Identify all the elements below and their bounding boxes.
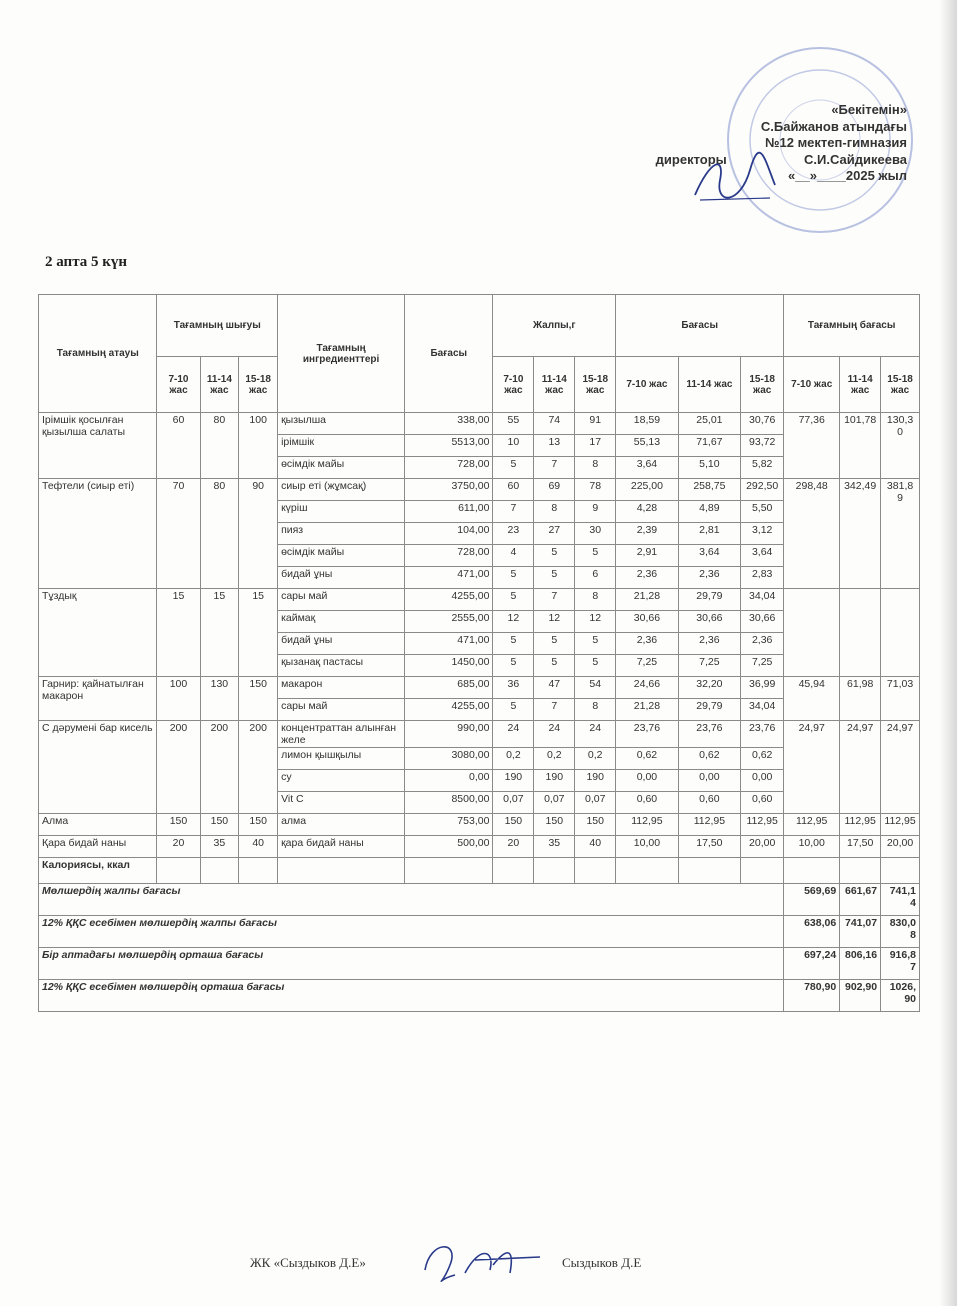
ingredient-grams: 0,07	[493, 792, 534, 814]
dish-price: 112,95	[881, 814, 920, 836]
ingredient-cost: 2,39	[616, 523, 678, 545]
ingredient-grams: 5	[493, 589, 534, 611]
ingredient-name: күріш	[278, 501, 405, 523]
table-row	[39, 413, 920, 435]
summary-value: 1026,90	[881, 980, 920, 1012]
header-age-age2: 11-14 жас	[200, 357, 239, 413]
header-age-age3: 15-18 жас	[741, 357, 784, 413]
dish-yield: 15	[200, 589, 239, 677]
ingredient-price: 500,00	[405, 836, 493, 858]
ingredient-price: 753,00	[405, 814, 493, 836]
dish-price: 101,78	[840, 413, 881, 479]
ingredient-grams: 0,07	[534, 792, 575, 814]
ingredient-grams: 60	[493, 479, 534, 501]
table-row	[39, 836, 920, 858]
ingredient-name: су	[278, 770, 405, 792]
ingredient-price: 3080,00	[405, 748, 493, 770]
dish-name: Гарнир: қайнатылған макарон	[39, 677, 157, 721]
ingredient-price: 728,00	[405, 457, 493, 479]
dish-yield: 200	[157, 721, 200, 814]
ingredient-grams: 5	[534, 567, 575, 589]
ingredient-grams: 0,07	[575, 792, 616, 814]
ingredient-cost: 5,10	[678, 457, 740, 479]
ingredient-grams: 150	[575, 814, 616, 836]
summary-row	[39, 948, 920, 980]
ingredient-name: өсімдік майы	[278, 545, 405, 567]
dish-price: 342,49	[840, 479, 881, 589]
dish-yield: 150	[239, 814, 278, 836]
ingredient-price: 104,00	[405, 523, 493, 545]
dish-yield: 70	[157, 479, 200, 589]
ingredient-cost: 71,67	[678, 435, 740, 457]
dish-yield: 150	[200, 814, 239, 836]
ingredient-grams: 7	[534, 699, 575, 721]
dish-yield: 150	[157, 814, 200, 836]
empty-cell	[493, 858, 534, 884]
dish-name: Алма	[39, 814, 157, 836]
header-age-age3: 15-18 жас	[575, 357, 616, 413]
empty-cell	[678, 858, 740, 884]
week-day-title: 2 апта 5 күн	[45, 254, 128, 270]
dish-yield: 200	[200, 721, 239, 814]
table-row	[39, 721, 920, 748]
header-dish-name: Тағамның атауы	[39, 295, 157, 413]
dish-price: 71,03	[881, 677, 920, 721]
calories-label: Калориясы, ккал	[39, 858, 157, 884]
ingredient-cost: 30,66	[678, 611, 740, 633]
dish-price: 298,48	[784, 479, 840, 589]
ingredient-grams: 0,2	[493, 748, 534, 770]
dish-yield: 35	[200, 836, 239, 858]
header-age-age3: 15-18 жас	[881, 357, 920, 413]
ingredient-cost: 112,95	[741, 814, 784, 836]
ingredient-price: 5513,00	[405, 435, 493, 457]
ingredient-grams: 54	[575, 677, 616, 699]
ingredient-cost: 10,00	[616, 836, 678, 858]
ingredient-grams: 24	[493, 721, 534, 748]
ingredient-cost: 0,62	[678, 748, 740, 770]
table-row	[39, 814, 920, 836]
ingredient-grams: 24	[534, 721, 575, 748]
header-age-age1: 7-10 жас	[616, 357, 678, 413]
ingredient-grams: 8	[534, 501, 575, 523]
ingredient-price: 471,00	[405, 567, 493, 589]
empty-cell	[200, 858, 239, 884]
dish-name: Қара бидай наны	[39, 836, 157, 858]
ingredient-grams: 6	[575, 567, 616, 589]
ingredient-cost: 18,59	[616, 413, 678, 435]
summary-value: 569,69	[784, 884, 840, 916]
dish-yield: 15	[157, 589, 200, 677]
empty-cell	[741, 858, 784, 884]
empty-cell	[616, 858, 678, 884]
ingredient-cost: 112,95	[616, 814, 678, 836]
ingredient-price: 471,00	[405, 633, 493, 655]
header-age-age2: 11-14 жас	[678, 357, 740, 413]
header-price2: Бағасы	[616, 295, 784, 357]
summary-label: 12% ҚҚС есебімен мөлшердің орташа бағасы	[39, 980, 784, 1012]
ingredient-grams: 20	[493, 836, 534, 858]
page-edge-shadow	[939, 0, 957, 1306]
dish-yield: 100	[239, 413, 278, 479]
ingredient-grams: 74	[534, 413, 575, 435]
ingredient-cost: 0,62	[741, 748, 784, 770]
ingredient-name: ірімшік	[278, 435, 405, 457]
ingredient-price: 611,00	[405, 501, 493, 523]
footer-signer: Сыздыков Д.Е	[562, 1255, 642, 1270]
ingredient-grams: 13	[534, 435, 575, 457]
ingredient-cost: 4,28	[616, 501, 678, 523]
table-row	[39, 858, 920, 884]
ingredient-cost: 30,76	[741, 413, 784, 435]
ingredient-cost: 2,36	[678, 567, 740, 589]
ingredient-name: макарон	[278, 677, 405, 699]
ingredient-cost: 0,00	[741, 770, 784, 792]
ingredient-grams: 4	[493, 545, 534, 567]
ingredient-name: бидай ұны	[278, 567, 405, 589]
ingredient-name: сары май	[278, 699, 405, 721]
table-row	[39, 479, 920, 501]
header-total-g: Жалпы,г	[493, 295, 616, 357]
ingredient-grams: 7	[534, 589, 575, 611]
summary-value: 741,07	[840, 916, 881, 948]
ingredient-grams: 5	[575, 545, 616, 567]
empty-cell	[784, 858, 840, 884]
ingredient-cost: 0,60	[616, 792, 678, 814]
dish-yield: 80	[200, 479, 239, 589]
ingredient-grams: 55	[493, 413, 534, 435]
ingredient-grams: 12	[575, 611, 616, 633]
dish-price: 24,97	[784, 721, 840, 814]
header-ingredients: Тағамның ингредиенттері	[278, 295, 405, 413]
summary-value: 916,87	[881, 948, 920, 980]
ingredient-cost: 5,82	[741, 457, 784, 479]
ingredient-name: өсімдік майы	[278, 457, 405, 479]
ingredient-cost: 7,25	[616, 655, 678, 677]
ingredient-price: 1450,00	[405, 655, 493, 677]
header-age-age2: 11-14 жас	[840, 357, 881, 413]
ingredient-name: сары май	[278, 589, 405, 611]
ingredient-grams: 0,2	[534, 748, 575, 770]
dish-yield: 90	[239, 479, 278, 589]
dish-name: Тұздық	[39, 589, 157, 677]
ingredient-cost: 36,99	[741, 677, 784, 699]
ingredient-price: 4255,00	[405, 699, 493, 721]
ingredient-cost: 34,04	[741, 589, 784, 611]
ingredient-cost: 3,12	[741, 523, 784, 545]
ingredient-cost: 20,00	[741, 836, 784, 858]
ingredient-grams: 36	[493, 677, 534, 699]
dish-price: 17,50	[840, 836, 881, 858]
ingredient-cost: 29,79	[678, 589, 740, 611]
director-signature	[690, 150, 780, 210]
ingredient-grams: 5	[534, 655, 575, 677]
ingredient-cost: 25,01	[678, 413, 740, 435]
approval-school-line2: №12 мектеп-гимназия	[765, 135, 907, 150]
ingredient-cost: 30,66	[741, 611, 784, 633]
ingredient-cost: 17,50	[678, 836, 740, 858]
ingredient-grams: 150	[493, 814, 534, 836]
ingredient-grams: 17	[575, 435, 616, 457]
dish-price	[784, 589, 840, 677]
summary-value: 806,16	[840, 948, 881, 980]
approval-date: «__»____2025 жыл	[788, 168, 907, 183]
header-age-age1: 7-10 жас	[493, 357, 534, 413]
dish-yield: 60	[157, 413, 200, 479]
dish-yield: 20	[157, 836, 200, 858]
ingredient-grams: 7	[534, 457, 575, 479]
ingredient-grams: 5	[534, 633, 575, 655]
ingredient-name: қызылша	[278, 413, 405, 435]
ingredient-grams: 27	[534, 523, 575, 545]
ingredient-cost: 112,95	[678, 814, 740, 836]
ingredient-cost: 292,50	[741, 479, 784, 501]
ingredient-price: 8500,00	[405, 792, 493, 814]
ingredient-cost: 4,89	[678, 501, 740, 523]
ingredient-price: 685,00	[405, 677, 493, 699]
summary-value: 741,14	[881, 884, 920, 916]
summary-value: 638,06	[784, 916, 840, 948]
dish-price: 381,89	[881, 479, 920, 589]
dish-price: 24,97	[881, 721, 920, 814]
ingredient-grams: 0,2	[575, 748, 616, 770]
ingredient-cost: 2,81	[678, 523, 740, 545]
ingredient-grams: 5	[493, 699, 534, 721]
ingredient-cost: 225,00	[616, 479, 678, 501]
ingredient-cost: 2,36	[616, 567, 678, 589]
ingredient-grams: 5	[493, 655, 534, 677]
ingredient-cost: 3,64	[678, 545, 740, 567]
empty-cell	[157, 858, 200, 884]
ingredient-cost: 29,79	[678, 699, 740, 721]
dish-yield: 130	[200, 677, 239, 721]
ingredient-grams: 5	[493, 633, 534, 655]
summary-label: Бір аптадағы мөлшердің орташа бағасы	[39, 948, 784, 980]
dish-price: 130,30	[881, 413, 920, 479]
dish-yield: 200	[239, 721, 278, 814]
ingredient-cost: 258,75	[678, 479, 740, 501]
ingredient-cost: 2,36	[616, 633, 678, 655]
ingredient-cost: 7,25	[741, 655, 784, 677]
ingredient-grams: 190	[493, 770, 534, 792]
dish-name: Тефтели (сиыр еті)	[39, 479, 157, 589]
ingredient-grams: 150	[534, 814, 575, 836]
ingredient-cost: 21,28	[616, 589, 678, 611]
approval-title: «Бекітемін»	[831, 102, 907, 117]
summary-row	[39, 916, 920, 948]
ingredient-grams: 9	[575, 501, 616, 523]
dish-yield: 150	[239, 677, 278, 721]
ingredient-grams: 8	[575, 457, 616, 479]
dish-yield: 100	[157, 677, 200, 721]
dish-price	[881, 589, 920, 677]
summary-label: Мөлшердің жалпы бағасы	[39, 884, 784, 916]
ingredient-grams: 12	[534, 611, 575, 633]
ingredient-grams: 5	[575, 633, 616, 655]
ingredient-grams: 8	[575, 589, 616, 611]
ingredient-grams: 40	[575, 836, 616, 858]
ingredient-grams: 91	[575, 413, 616, 435]
ingredient-grams: 5	[493, 457, 534, 479]
ingredient-name: қара бидай наны	[278, 836, 405, 858]
empty-cell	[405, 858, 493, 884]
ingredient-name: пияз	[278, 523, 405, 545]
header-age-age1: 7-10 жас	[784, 357, 840, 413]
ingredient-grams: 30	[575, 523, 616, 545]
ingredient-name: лимон қышқылы	[278, 748, 405, 770]
ingredient-grams: 190	[534, 770, 575, 792]
ingredient-grams: 10	[493, 435, 534, 457]
header-dish-price: Тағамның бағасы	[784, 295, 920, 357]
ingredient-cost: 21,28	[616, 699, 678, 721]
dish-price: 61,98	[840, 677, 881, 721]
ingredient-price: 990,00	[405, 721, 493, 748]
ingredient-cost: 2,36	[741, 633, 784, 655]
summary-value: 661,67	[840, 884, 881, 916]
ingredient-cost: 3,64	[616, 457, 678, 479]
dish-price: 77,36	[784, 413, 840, 479]
ingredient-cost: 2,91	[616, 545, 678, 567]
ingredient-cost: 30,66	[616, 611, 678, 633]
ingredient-grams: 23	[493, 523, 534, 545]
summary-value: 697,24	[784, 948, 840, 980]
approval-position: директоры	[655, 151, 727, 167]
ingredient-price: 728,00	[405, 545, 493, 567]
ingredient-cost: 2,83	[741, 567, 784, 589]
ingredient-name: бидай ұны	[278, 633, 405, 655]
summary-value: 780,90	[784, 980, 840, 1012]
ingredient-cost: 55,13	[616, 435, 678, 457]
dish-price: 45,94	[784, 677, 840, 721]
empty-cell	[575, 858, 616, 884]
dish-price: 20,00	[881, 836, 920, 858]
ingredient-grams: 5	[575, 655, 616, 677]
table-row	[39, 677, 920, 699]
footer-supplier: ЖК «Сыздыков Д.Е»	[250, 1255, 366, 1270]
ingredient-cost: 3,64	[741, 545, 784, 567]
ingredient-cost: 7,25	[678, 655, 740, 677]
ingredient-cost: 23,76	[616, 721, 678, 748]
header-age-age2: 11-14 жас	[534, 357, 575, 413]
summary-value: 830,08	[881, 916, 920, 948]
dish-price: 24,97	[840, 721, 881, 814]
ingredient-grams: 5	[493, 567, 534, 589]
dish-price: 112,95	[784, 814, 840, 836]
dish-name: Ірімшік қосылған қызылша салаты	[39, 413, 157, 479]
ingredient-price: 0,00	[405, 770, 493, 792]
header-price: Бағасы	[405, 295, 493, 413]
dish-yield: 40	[239, 836, 278, 858]
ingredient-name: каймақ	[278, 611, 405, 633]
ingredient-grams: 78	[575, 479, 616, 501]
empty-cell	[881, 858, 920, 884]
ingredient-grams: 69	[534, 479, 575, 501]
dish-name: С дәрумені бар кисель	[39, 721, 157, 814]
ingredient-cost: 32,20	[678, 677, 740, 699]
summary-label: 12% ҚҚС есебімен мөлшердің жалпы бағасы	[39, 916, 784, 948]
dish-price: 112,95	[840, 814, 881, 836]
ingredient-cost: 93,72	[741, 435, 784, 457]
header-age-age1: 7-10 жас	[157, 357, 200, 413]
ingredient-price: 2555,00	[405, 611, 493, 633]
ingredient-grams: 5	[534, 545, 575, 567]
ingredient-cost: 23,76	[678, 721, 740, 748]
ingredient-name: Vit C	[278, 792, 405, 814]
approval-director-name: С.И.Сайдикеева	[804, 151, 907, 167]
menu-table	[38, 294, 920, 1012]
ingredient-grams: 24	[575, 721, 616, 748]
empty-cell	[239, 858, 278, 884]
ingredient-cost: 5,50	[741, 501, 784, 523]
ingredient-name: алма	[278, 814, 405, 836]
table-row	[39, 589, 920, 611]
summary-row	[39, 980, 920, 1012]
empty-cell	[278, 858, 405, 884]
summary-row	[39, 884, 920, 916]
ingredient-cost: 0,60	[678, 792, 740, 814]
ingredient-price: 3750,00	[405, 479, 493, 501]
summary-value: 902,90	[840, 980, 881, 1012]
supplier-signature	[415, 1235, 545, 1285]
ingredient-cost: 0,00	[678, 770, 740, 792]
ingredient-cost: 2,36	[678, 633, 740, 655]
ingredient-cost: 34,04	[741, 699, 784, 721]
ingredient-cost: 23,76	[741, 721, 784, 748]
ingredient-price: 4255,00	[405, 589, 493, 611]
ingredient-cost: 24,66	[616, 677, 678, 699]
ingredient-name: қызанақ пастасы	[278, 655, 405, 677]
ingredient-grams: 8	[575, 699, 616, 721]
ingredient-name: сиыр еті (жұмсақ)	[278, 479, 405, 501]
dish-price	[840, 589, 881, 677]
ingredient-cost: 0,60	[741, 792, 784, 814]
header-dish-yield: Тағамның шығуы	[157, 295, 278, 357]
dish-yield: 15	[239, 589, 278, 677]
dish-price: 10,00	[784, 836, 840, 858]
ingredient-cost: 0,62	[616, 748, 678, 770]
approval-school-line1: С.Байжанов атындағы	[760, 118, 907, 134]
ingredient-grams: 190	[575, 770, 616, 792]
header-age-age3: 15-18 жас	[239, 357, 278, 413]
ingredient-name: концентраттан алынған желе	[278, 721, 405, 748]
ingredient-grams: 47	[534, 677, 575, 699]
ingredient-cost: 0,00	[616, 770, 678, 792]
empty-cell	[534, 858, 575, 884]
dish-yield: 80	[200, 413, 239, 479]
empty-cell	[840, 858, 881, 884]
ingredient-grams: 7	[493, 501, 534, 523]
ingredient-grams: 35	[534, 836, 575, 858]
ingredient-price: 338,00	[405, 413, 493, 435]
ingredient-grams: 12	[493, 611, 534, 633]
